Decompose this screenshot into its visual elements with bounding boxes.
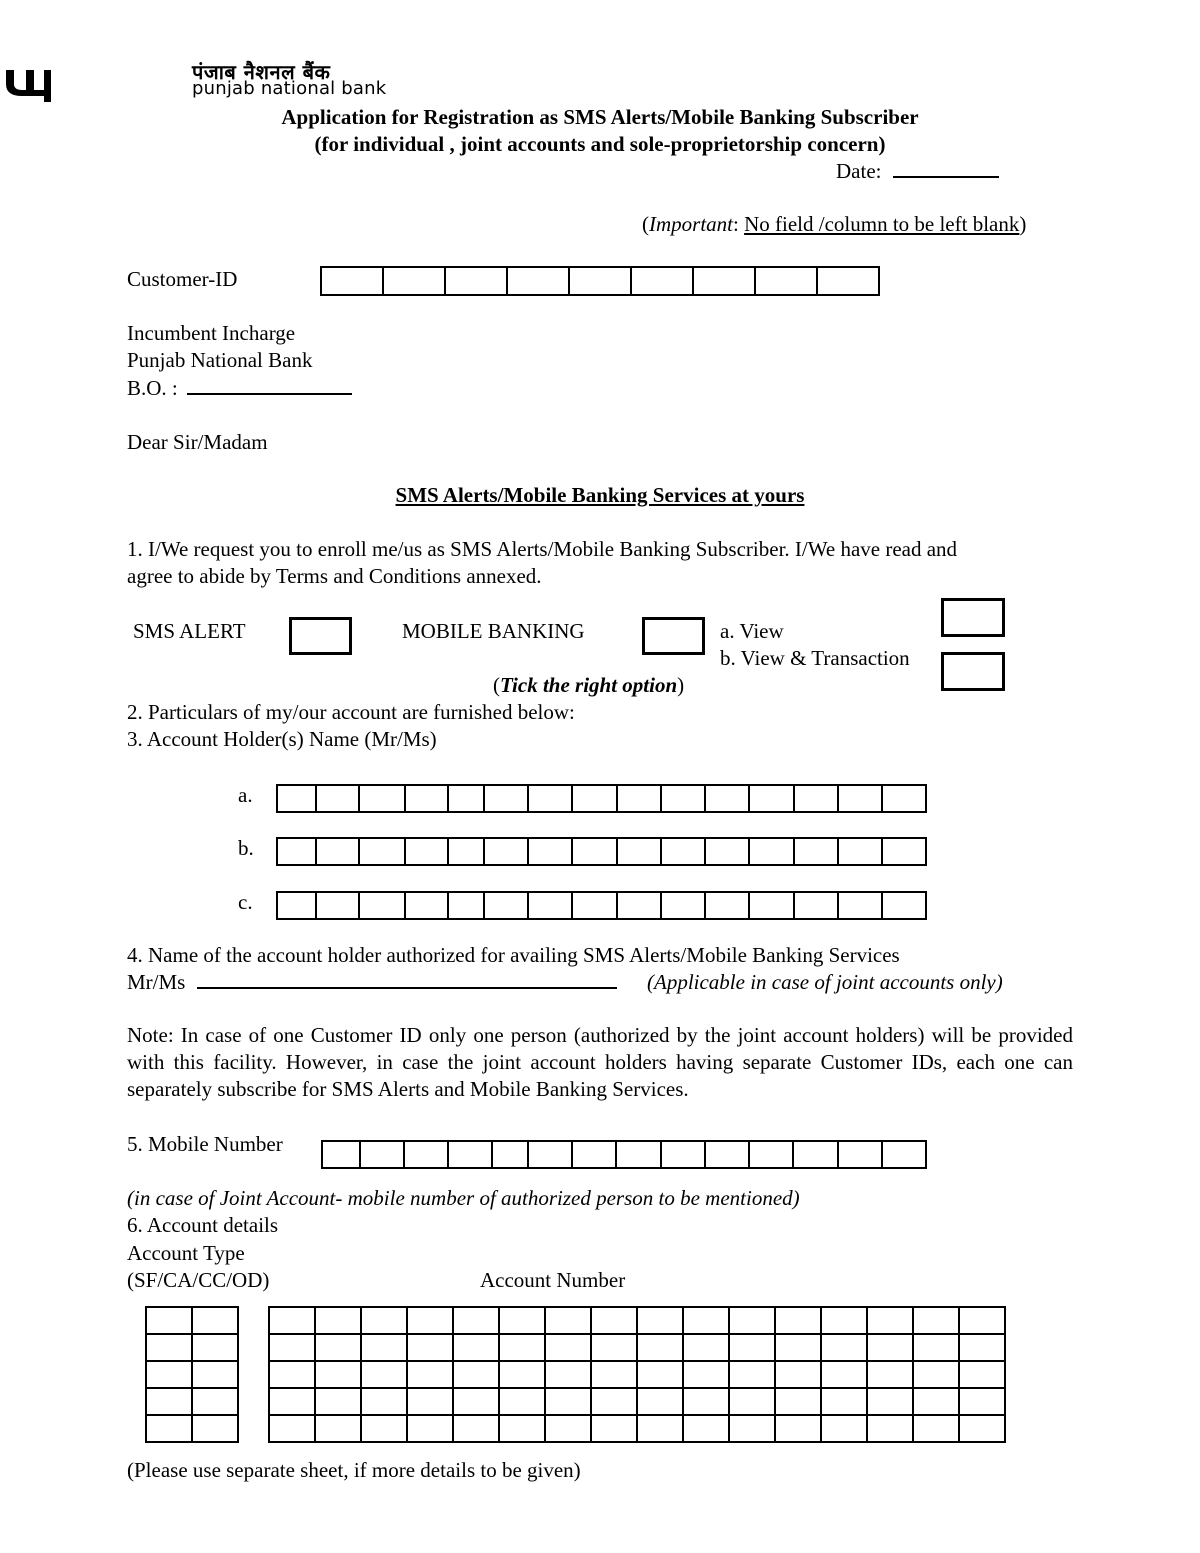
date-field[interactable]: [836, 161, 999, 182]
form-subtitle: (for individual , joint accounts and sole-proprietorship concern): [314, 132, 886, 156]
logo-text-english: punjab national bank: [192, 78, 387, 99]
account-details-label: 6. Account details: [127, 1213, 279, 1237]
view-transaction-option-label: b. View & Transaction: [720, 646, 910, 670]
address-line-1: Incumbent Incharge: [127, 321, 296, 345]
account-number-label: Account Number: [480, 1268, 626, 1292]
item4-note: (Applicable in case of joint accounts only): [647, 970, 1003, 994]
address-line-2: Punjab National Bank: [127, 348, 313, 372]
mobile-number-label: 5. Mobile Number: [127, 1132, 283, 1156]
item4-line1: 4. Name of the account holder authorized for availing SMS Alerts/Mobile Banking Services: [127, 943, 900, 967]
mobile-number-note: (in case of Joint Account- mobile number of authorized person to be mentioned): [127, 1186, 800, 1210]
sms-alert-label: SMS ALERT: [133, 619, 246, 643]
form-title: Application for Registration as SMS Alerts/Mobile Banking Subscriber: [281, 105, 919, 129]
branch-office-label: B.O. :: [127, 376, 178, 400]
mobile-banking-checkbox[interactable]: [642, 617, 705, 655]
account-number-grid[interactable]: [268, 1306, 1006, 1443]
date-blank[interactable]: [893, 176, 999, 178]
account-type-label: Account Type: [127, 1241, 245, 1265]
salutation: Dear Sir/Madam: [127, 430, 268, 454]
account-type-grid[interactable]: [145, 1306, 239, 1443]
item1-line1: 1. I/We request you to enroll me/us as SMS Alerts/Mobile Banking Subscriber. I/We have read and: [127, 537, 958, 561]
holder-a-name-boxes[interactable]: [276, 784, 927, 813]
holder-b-label: b.: [238, 836, 254, 860]
holder-a-label: a.: [238, 783, 253, 807]
account-type-hint: (SF/CA/CC/OD): [127, 1268, 270, 1292]
important-label: Important: [649, 212, 733, 236]
mobile-banking-label: MOBILE BANKING: [402, 619, 585, 643]
date-label: Date:: [836, 159, 882, 183]
view-option-label: a. View: [720, 619, 784, 643]
holder-c-label: c.: [238, 890, 253, 914]
branch-office-blank[interactable]: [187, 393, 352, 395]
holder-b-name-boxes[interactable]: [276, 837, 927, 866]
authorized-holder-field[interactable]: [127, 972, 617, 993]
holder-c-name-boxes[interactable]: [276, 891, 927, 920]
logo-text-hindi: पंजाब नैशनल बैंक: [192, 60, 331, 84]
view-checkbox[interactable]: [941, 598, 1005, 637]
footer-note: (Please use separate sheet, if more details to be given): [127, 1458, 581, 1482]
authorized-holder-prefix: Mr/Ms: [127, 970, 186, 994]
view-transaction-checkbox[interactable]: [941, 652, 1005, 691]
important-text: No field /column to be left blank: [744, 212, 1020, 236]
customer-id-label: Customer-ID: [127, 267, 238, 291]
item2-text: 2. Particulars of my/our account are furnished below:: [127, 700, 575, 724]
customer-id-boxes[interactable]: [320, 266, 880, 296]
note-paragraph: Note: In case of one Customer ID only one person (authorized by the joint account holders) will be provided with this facility. However, in case the joint account holders having separate Customer IDs, each one can separately subscribe for SMS Alerts and Mobile Banking Services.: [127, 1023, 1073, 1101]
item1-line2: agree to abide by Terms and Conditions annexed.: [127, 564, 542, 588]
item3-text: 3. Account Holder(s) Name (Mr/Ms): [127, 727, 437, 751]
important-note: (Important: No field /column to be left blank): [642, 212, 1027, 236]
sms-alert-checkbox[interactable]: [289, 617, 352, 655]
mobile-number-boxes[interactable]: [321, 1140, 927, 1169]
subject-heading: SMS Alerts/Mobile Banking Services at yours: [395, 483, 805, 507]
tick-note: (Tick the right option): [493, 673, 685, 697]
branch-office-field[interactable]: [127, 378, 352, 399]
authorized-holder-blank[interactable]: [197, 987, 617, 989]
pnb-emblem-icon: [2, 66, 52, 106]
